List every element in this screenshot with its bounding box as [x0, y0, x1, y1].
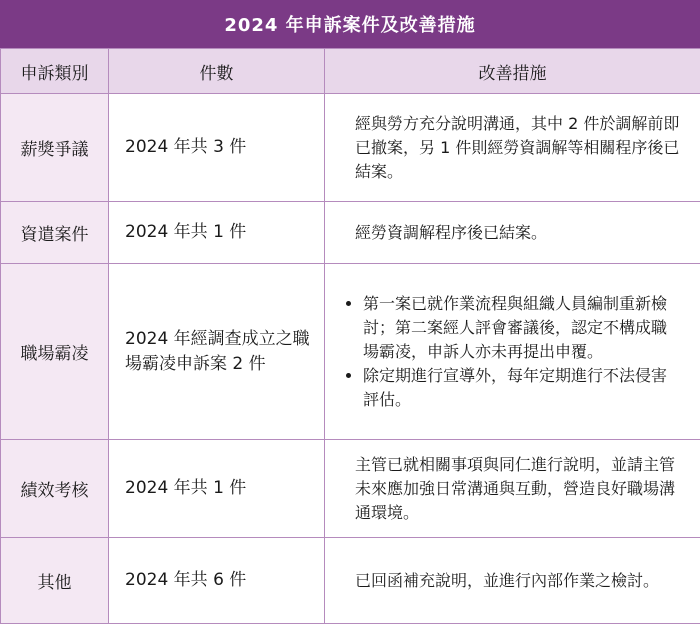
count-cell: 2024 年共 3 件: [109, 94, 325, 202]
table-row: [1, 264, 700, 440]
header-category: 申訴類別: [1, 49, 109, 94]
count-cell: 2024 年共 6 件: [109, 538, 325, 624]
measures-cell: 經勞資調解程序後已結案。: [325, 202, 700, 264]
header-count: 件數: [109, 49, 325, 94]
measures-cell: [325, 264, 700, 440]
bullet-item: • 第一案已就作業流程與組織人員編制重新檢討；第二案經人評會審議後，認定不構成職場霸凌，申訴人亦未再提出申覆。: [363, 292, 682, 364]
category-cell: 其他: [1, 538, 109, 624]
measures-cell: 主管已就相關事項與同仁進行說明，並請主管未來應加強日常溝通與互動，營造良好職場溝通環境。: [325, 440, 700, 538]
table-title: 2024 年申訴案件及改善措施: [0, 0, 700, 48]
table-row: [1, 538, 700, 624]
count-cell: 2024 年經調查成立之職場霸凌申訴案 2 件: [109, 264, 325, 440]
table-header-row: [1, 49, 700, 94]
table-row: [1, 94, 700, 202]
measures-cell: 經與勞方充分說明溝通，其中 2 件於調解前即已撤案，另 1 件則經勞資調解等相關程序後已結案。: [325, 94, 700, 202]
category-cell: 薪獎爭議: [1, 94, 109, 202]
table-row: [1, 202, 700, 264]
count-cell: 2024 年共 1 件: [109, 440, 325, 538]
header-measures: 改善措施: [325, 49, 700, 94]
measures-bullet-list: [347, 292, 682, 412]
count-cell: 2024 年共 1 件: [109, 202, 325, 264]
category-cell: 職場霸凌: [1, 264, 109, 440]
bullet-item: • 除定期進行宣導外，每年定期進行不法侵害評估。: [363, 364, 682, 412]
category-cell: 績效考核: [1, 440, 109, 538]
category-cell: 資遣案件: [1, 202, 109, 264]
complaint-table: [0, 48, 700, 624]
table-row: [1, 440, 700, 538]
measures-cell: 已回函補充說明，並進行內部作業之檢討。: [325, 538, 700, 624]
